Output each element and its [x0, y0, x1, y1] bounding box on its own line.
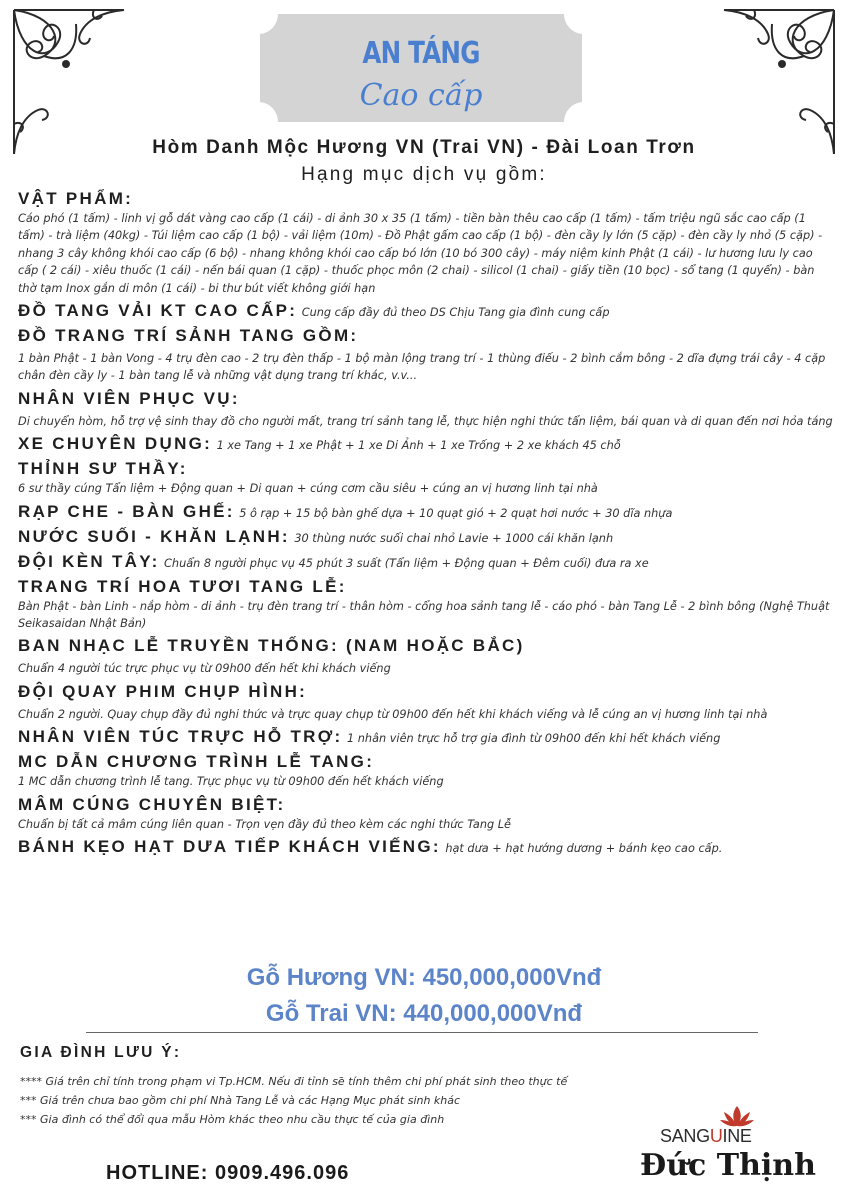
section-description: Chuẩn 8 người phục vụ 45 phút 3 suất (Tẩn liệm + Động quan + Đêm cuối) đưa ra xe [164, 556, 649, 570]
notes-list [20, 1072, 720, 1129]
section-heading: NHÂN VIÊN TÚC TRỰC HỖ TRỢ: [18, 727, 343, 747]
brand-wordmark [660, 1126, 752, 1147]
section-vat-pham [18, 188, 833, 297]
section-do-tang [18, 300, 833, 322]
brand-logo [630, 1100, 830, 1195]
section-description: Chuẩn 4 người túc trực phục vụ từ 09h00 đến hết khi khách viếng [18, 662, 391, 676]
section-quay-phim [18, 681, 833, 723]
section-description: Chuẩn bị tất cả mâm cúng liên quan - Trọn vẹn đầy đủ theo kèm các nghi thức Tang Lễ [18, 817, 511, 831]
section-heading: RẠP CHE - BÀN GHẾ: [18, 501, 235, 521]
section-heading: MÂM CÚNG CHUYÊN BIỆT: [18, 794, 286, 814]
notes-title: GIA ĐÌNH LƯU Ý: [20, 1044, 182, 1061]
note-item: **** Giá trên chỉ tính trong phạm vi Tp.HCM. Nếu đi tỉnh sẽ tính thêm chi phí phát sinh theo thực tế [20, 1075, 568, 1088]
section-description: 6 sư thầy cúng Tẩn liệm + Động quan + Di quan + cúng cơm cầu siêu + cúng an vị hương linh tại nhà [18, 482, 598, 496]
note-item: *** Gia đình có thể đổi qua mẫu Hòm khác theo nhu cầu thực tế của gia đình [20, 1113, 445, 1126]
section-ken-tay [18, 551, 833, 573]
section-heading: NƯỚC SUỐI - KHĂN LẠNH: [18, 526, 290, 546]
section-description: hạt dưa + hạt hướng dương + bánh kẹo cao cấp. [445, 842, 723, 856]
section-description: 30 thùng nước suối chai nhỏ Lavie + 1000 cái khăn lạnh [294, 531, 614, 545]
section-mam-cung [18, 794, 833, 833]
section-description: Bàn Phật - bàn Linh - nắp hòm - di ảnh - trụ đèn trang trí - thân hòm - cổng hoa sảnh tang lễ - cáo phó - bàn Tang Lễ - 2 bình bông (Nghệ Thuật Seikasaidan Nhật Bản) [18, 599, 830, 631]
divider [86, 1032, 758, 1033]
section-heading: BAN NHẠC LỄ TRUYỀN THỐNG: (NAM HOẶC BẮC) [18, 636, 525, 656]
section-description: 1 bàn Phật - 1 bàn Vong - 4 trụ đèn cao - 2 trụ đèn thấp - 1 bộ màn lộng trang trí - 1 thùng điếu - 2 bình cắm bông - 2 dĩa đựng trái cây - 4 cặp chân đèn cầy ly - 1 bàn tang lễ và những vật dụng trang trí khác, v.v... [18, 352, 826, 383]
section-description: 1 xe Tang + 1 xe Phật + 1 xe Di Ảnh + 1 xe Trống + 2 xe khách 45 chỗ [216, 439, 621, 453]
section-heading: XE CHUYÊN DỤNG: [18, 434, 213, 454]
section-description: Cáo phó (1 tấm) - linh vị gỗ dát vàng cao cấp (1 cái) - di ảnh 30 x 35 (1 tấm) - tiền bàn thêu cao cấp (1 tấm) - tấm triệu ngũ sắc cao cấp (1 tấm) - trà liệm (40kg) - Túi liệm cao cấp (1 bộ) - vải liệm (10m) - Đồ Phật gấm cao cấp (1 bộ) - đèn cầy ly lớn (5 cặp) - đèn cầy ly nhỏ (5 cặp) - nhang 3 cây không khói cao cấp (6 bộ) - nhang không khói cao cấp bó lớn (10 bó 300 cây) - máy niệm kinh Phật (1 cái) - lư hương lưu ly cao cấp ( 2 cái) - xiêu thuốc (1 cái) - nến bái quan (1 cặp) - thuốc phọc môn (2 chai) - silicol (1 chai) - giấy tiền (10 bọc) - sổ tang (1 quyển) - bàn thờ tạm Inox gắn di môn (1 cái) - bi thư bút viết không giới hạn [18, 212, 823, 295]
lotus-icon [720, 1104, 754, 1128]
section-nhan-vien [18, 388, 833, 430]
hotline[interactable]: HOTLINE: 0909.496.096 [106, 1162, 350, 1184]
section-heading: ĐỘI KÈN TÂY: [18, 551, 160, 571]
services-list [18, 188, 833, 858]
section-nuoc-suoi [18, 526, 833, 548]
header-banner [258, 12, 584, 124]
price-trai: Gỗ Trai VN: 440,000,000Vnđ [265, 1000, 583, 1027]
brand-part-accent: U [709, 1126, 723, 1146]
brand-name: Đức Thịnh [640, 1148, 816, 1183]
section-tuc-truc [18, 726, 833, 748]
section-mc [18, 751, 833, 790]
section-heading: BÁNH KẸO HẠT DƯA TIẾP KHÁCH VIẾNG: [18, 837, 441, 857]
section-heading: VẬT PHẨM: [18, 189, 134, 208]
brand-part: INE [722, 1126, 752, 1146]
section-heading: TRANG TRÍ HOA TƯƠI TANG LỄ: [18, 576, 347, 596]
section-description: Cung cấp đầy đủ theo DS Chịu Tang gia đình cung cấp [301, 306, 610, 320]
section-description: Chuẩn 2 người. Quay chụp đầy đủ nghi thức và trực quay chụp từ 09h00 đến hết khi khách viếng và lễ cúng an vị hương linh tại nhà [18, 707, 768, 721]
section-ban-nhac [18, 635, 833, 677]
section-heading: NHÂN VIÊN PHỤC VỤ: [18, 388, 240, 408]
section-description: Di chuyển hòm, hỗ trợ vệ sinh thay đồ cho người mất, trang trí sảnh tang lễ, thực hiện nghi thức tẩn liệm, bái quan và di quan đến nơi hỏa táng [18, 414, 833, 428]
price-huong: Gỗ Hương VN: 450,000,000Vnđ [246, 964, 602, 991]
section-hoa-tuoi [18, 576, 833, 633]
section-banh-keo [18, 836, 833, 858]
section-rap-che [18, 501, 833, 523]
section-description: 1 MC dẫn chương trình lễ tang. Trực phục vụ từ 09h00 đến hết khách viếng [18, 775, 444, 789]
section-description: 5 ô rạp + 15 bộ bàn ghế dựa + 10 quạt gió + 2 quạt hơi nước + 30 dĩa nhựa [239, 506, 673, 520]
services-heading: Hạng mục dịch vụ gồm: [301, 164, 547, 185]
brand-part: SANG [660, 1126, 710, 1146]
section-description: 1 nhân viên trực hỗ trợ gia đình từ 09h00 đến khi hết khách viếng [346, 732, 721, 746]
section-heading: ĐỒ TANG VẢI KT CAO CẤP: [18, 301, 298, 321]
section-heading: THỈNH SƯ THẦY: [18, 459, 188, 479]
section-xe [18, 433, 833, 455]
section-trang-tri-sanh [18, 325, 833, 385]
section-heading: ĐỒ TRANG TRÍ SẢNH TANG GỒM: [18, 326, 359, 346]
page-subtitle: Cao cấp [359, 78, 483, 113]
page-title: AN TÁNG [362, 36, 480, 71]
note-item: *** Giá trên chưa bao gồm chi phí Nhà Tang Lễ và các Hạng Mục phát sinh khác [20, 1094, 461, 1107]
section-su-thay [18, 458, 833, 497]
product-title: Hòm Danh Mộc Hương VN (Trai VN) - Đài Loan Trơn [152, 137, 696, 158]
section-heading: ĐỘI QUAY PHIM CHỤP HÌNH: [18, 681, 308, 701]
section-heading: MC DẪN CHƯƠNG TRÌNH LỄ TANG: [18, 752, 375, 772]
